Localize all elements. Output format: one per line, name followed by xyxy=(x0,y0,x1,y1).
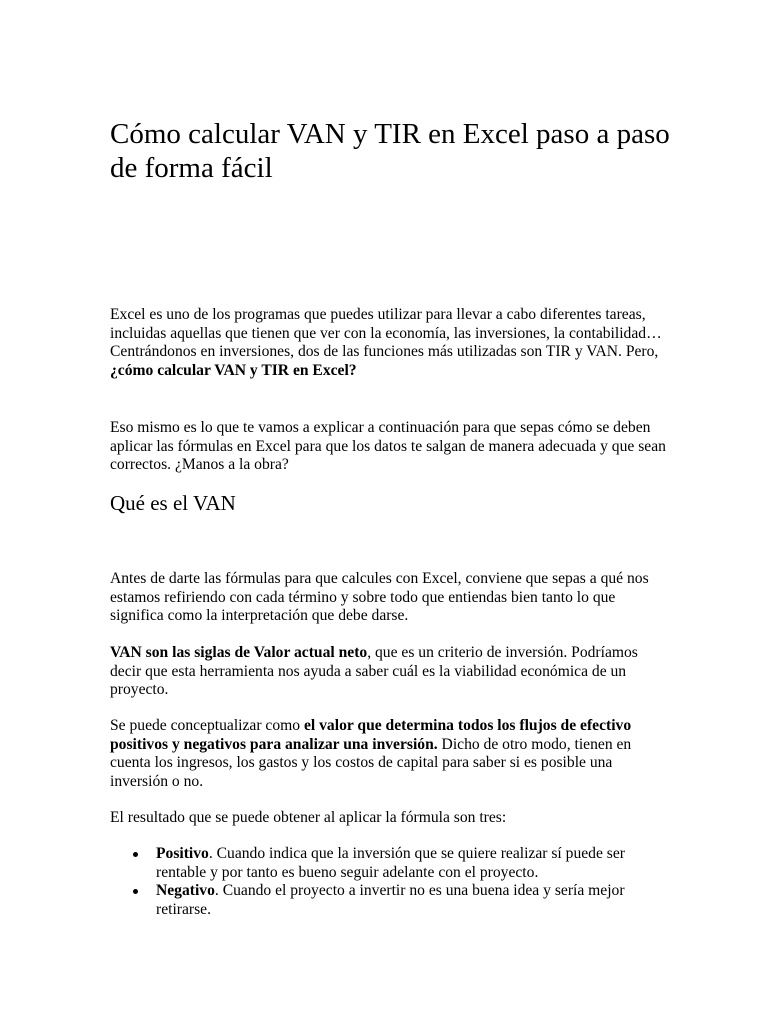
results-list xyxy=(110,845,670,919)
list-item-text: . Cuando indica que la inversión que se quiere realizar sí puede ser rentable y por tanto es bueno seguir adelante con el proyecto. xyxy=(156,845,625,881)
list-item-label: Positivo xyxy=(156,845,209,862)
van-definition-text: , que es un criterio de inversión. Podríamos decir que esta herramienta nos ayuda a saber cuál es la viabilidad económica de un proyecto. xyxy=(110,644,638,698)
intro-text: Excel es uno de los programas que puedes utilizar para llevar a cabo diferentes tareas, incluidas aquellas que tienen que ver con la economía, las inversiones, la contabilidad… Centrándonos en inversiones, dos de las funciones más utilizadas son TIR y VAN. Pero, xyxy=(110,306,662,360)
list-item-text: . Cuando el proyecto a invertir no es una buena idea y sería mejor retirarse. xyxy=(156,882,625,918)
intro-paragraph xyxy=(110,306,670,380)
concept-bold: el valor que determina todos los flujos de efectivo positivos y negativos para analizar una inversión. xyxy=(110,717,632,753)
list-item xyxy=(110,845,670,882)
list-item xyxy=(110,882,670,919)
concept-text-end: Dicho de otro modo, tienen en cuenta los ingresos, los gastos y los costos de capital para saber si es posible una inversión o no. xyxy=(110,735,632,790)
explanation-paragraph: Eso mismo es lo que te vamos a explicar a continuación para que sepas cómo se deben aplicar las fórmulas en Excel para que los datos te salgan de manera adecuada y que sean correctos. ¿Manos a la obra? xyxy=(110,419,666,473)
results-intro-paragraph: El resultado que se puede obtener al aplicar la fórmula son tres: xyxy=(110,809,507,826)
section-heading: Qué es el VAN xyxy=(110,491,236,515)
page-title: Cómo calcular VAN y TIR en Excel paso a paso de forma fácil xyxy=(110,118,670,184)
intro-bold-question: ¿cómo calcular VAN y TIR en Excel? xyxy=(110,361,357,379)
context-paragraph: Antes de darte las fórmulas para que calcules con Excel, conviene que sepas a qué nos estamos refiriendo con cada término y sobre todo que entiendas bien tanto lo que significa como la interpretación que debe darse. xyxy=(110,570,649,624)
concept-text-start: Se puede conceptualizar como xyxy=(110,717,304,734)
list-item-label: Negativo xyxy=(156,882,215,899)
van-definition-paragraph xyxy=(110,644,670,700)
concept-paragraph xyxy=(110,717,670,791)
van-definition-bold: VAN son las siglas de Valor actual neto xyxy=(110,644,368,661)
